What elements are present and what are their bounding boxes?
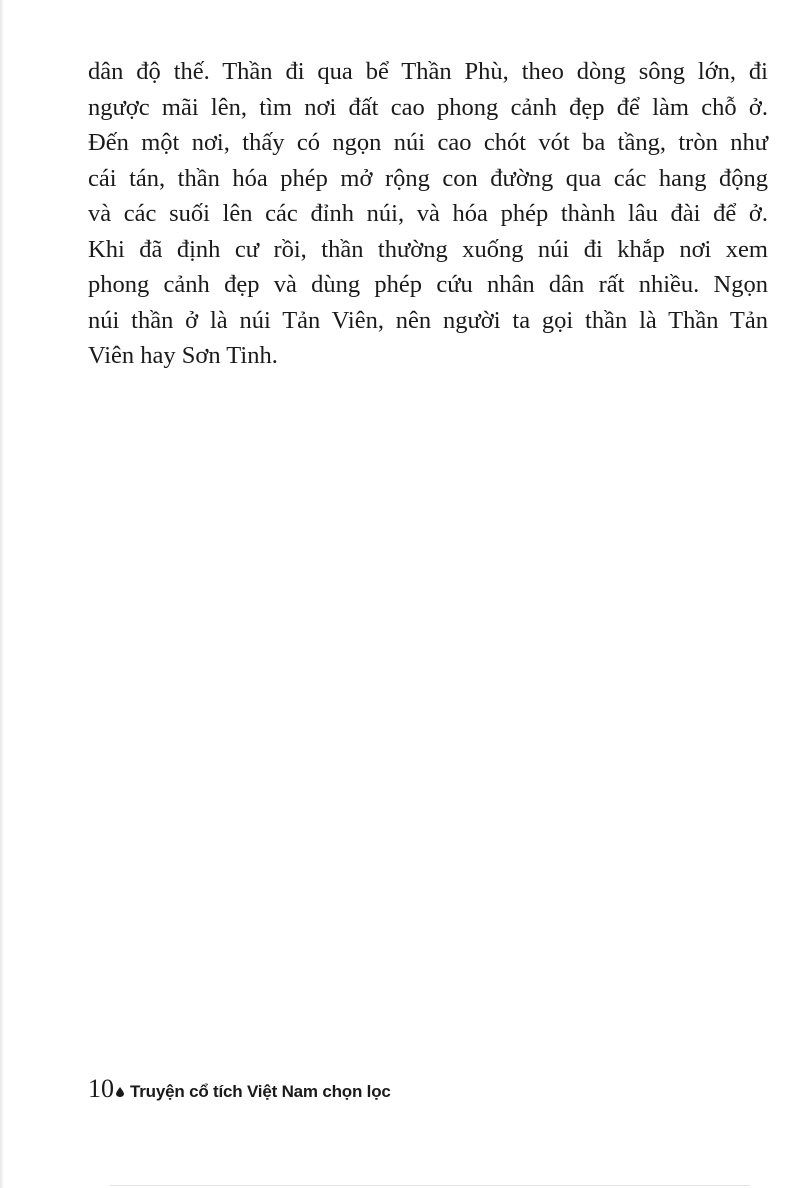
text-line: và các suối lên các đỉnh núi, và hóa phép thành lâu đài để ở. <box>88 200 768 227</box>
text-line: ngược mãi lên, tìm nơi đất cao phong cảnh đẹp để làm chỗ ở. <box>88 93 768 121</box>
text-line: Viên hay Sơn Tinh. <box>88 342 278 369</box>
drop-icon <box>116 1084 124 1094</box>
body-text <box>88 54 768 374</box>
text-line: cái tán, thần hóa phép mở rộng con đường qua các hang động <box>88 164 768 192</box>
text-line: phong cảnh đẹp và dùng phép cứu nhân dân rất nhiều. Ngọn <box>88 271 768 298</box>
text-line: Khi đã định cư rồi, thần thường xuống núi đi khắp nơi xem <box>88 235 768 263</box>
text-line: núi thần ở là núi Tản Viên, nên người ta gọi thần là Thần Tản <box>88 306 768 334</box>
text-line: Đến một nơi, thấy có ngọn núi cao chót vót ba tầng, tròn như <box>88 129 768 156</box>
scan-shadow-edge <box>0 0 4 1188</box>
book-title: Truyện cổ tích Việt Nam chọn lọc <box>130 1082 391 1101</box>
text-line: dân độ thế. Thần đi qua bể Thần Phù, theo dòng sông lớn, đi <box>88 58 768 85</box>
page-number: 10 <box>88 1074 114 1103</box>
page-footer <box>88 1074 391 1108</box>
scan-bottom-edge <box>110 1185 750 1186</box>
